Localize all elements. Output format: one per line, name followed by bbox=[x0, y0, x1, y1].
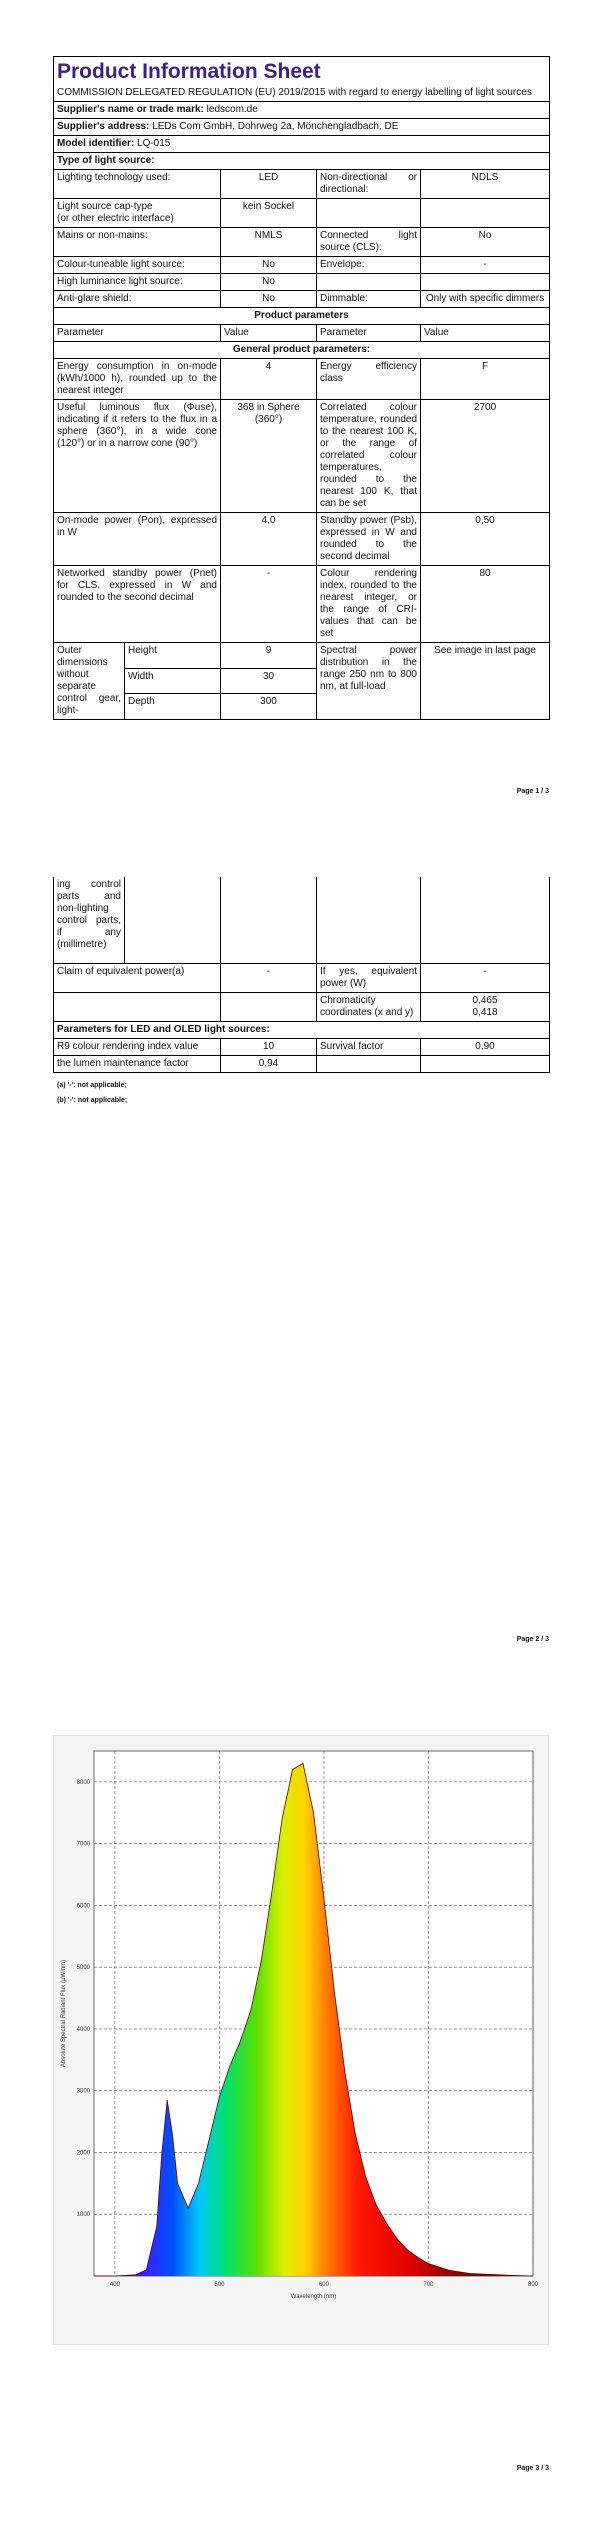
document-title: Product Information Sheet bbox=[57, 60, 321, 83]
page-number: Page 1 / 3 bbox=[516, 788, 549, 795]
model-label: Model identifier: bbox=[57, 138, 135, 149]
param-value-2: 2700 bbox=[421, 400, 550, 513]
chromaticity-value: 0,465 0,418 bbox=[421, 993, 550, 1022]
type-value-2: No bbox=[421, 228, 550, 257]
type-row bbox=[54, 199, 550, 228]
equivalent-power-claim-label: Claim of equivalent power(a) bbox=[57, 966, 185, 977]
outer-dimensions-label-continued: ing control parts and non-lighting control parts, if any (millimetre) bbox=[54, 877, 125, 964]
depth-label: Depth bbox=[125, 694, 221, 720]
type-value: No bbox=[221, 291, 317, 308]
page-2 bbox=[0, 860, 595, 1675]
param-value-2: F bbox=[421, 359, 550, 400]
footnote-b: (b) '-': not applicable; bbox=[57, 1097, 128, 1104]
param-label-2: If yes, equivalent power (W) bbox=[317, 964, 421, 993]
x-axis-label: Wavelength (nm) bbox=[290, 2294, 337, 2300]
param-label: Useful luminous flux (Φuse), indicating if it refers to the flux in a sphere (360°), in a wide cone (120°) or in a narrow cone (90°) bbox=[54, 400, 221, 513]
product-parameters-heading: Product parameters bbox=[54, 308, 550, 325]
empty-cell bbox=[221, 993, 317, 1022]
dimension-row-height bbox=[54, 643, 550, 669]
page-1 bbox=[0, 0, 595, 860]
type-value-2: NDLS bbox=[421, 170, 550, 199]
footnote-a: (a) '-': not applicable; bbox=[57, 1082, 127, 1089]
param-value: 4,0 bbox=[221, 513, 317, 566]
param-value: 368 in Sphere (360°) bbox=[221, 400, 317, 513]
type-row bbox=[54, 274, 550, 291]
param-row bbox=[54, 359, 550, 400]
type-label: Lighting technology used: bbox=[54, 170, 221, 199]
empty-cell bbox=[421, 1056, 550, 1073]
param-label: Networked standby power (Pnet) for CLS, expressed in W and rounded to the second decimal bbox=[54, 566, 221, 643]
depth-value: 300 bbox=[221, 694, 317, 720]
height-value: 9 bbox=[221, 643, 317, 669]
y-tick-label: 1000 bbox=[76, 2212, 90, 2219]
y-tick-label: 2000 bbox=[76, 2150, 90, 2157]
info-table-page2 bbox=[53, 877, 550, 1073]
info-table-page1 bbox=[53, 56, 550, 720]
col-value-header-2: Value bbox=[421, 325, 550, 342]
spectral-distribution-value: See image in last page bbox=[421, 643, 550, 720]
x-tick-label: 600 bbox=[318, 2282, 329, 2288]
spectral-distribution-label: Spectral power distribution in the range 250 nm to 800 nm, at full-load bbox=[317, 643, 421, 720]
type-value-2: - bbox=[421, 257, 550, 274]
led-value-2: 0,90 bbox=[421, 1039, 550, 1056]
param-row bbox=[54, 964, 550, 993]
param-label-2: Energy efficiency class bbox=[317, 359, 421, 400]
page-number: Page 3 / 3 bbox=[516, 2465, 549, 2472]
col-parameter-header: Parameter bbox=[54, 325, 221, 342]
title-block bbox=[54, 57, 550, 102]
spectral-power-chart bbox=[53, 1735, 549, 2345]
type-row bbox=[54, 291, 550, 308]
type-label-2: Envelope: bbox=[317, 257, 421, 274]
type-row bbox=[54, 170, 550, 199]
type-label-2: Non-directional or directional: bbox=[317, 170, 421, 199]
param-label: Energy consumption in on-mode (kWh/1000 h), rounded up to the nearest integer bbox=[54, 359, 221, 400]
y-tick-label: 5000 bbox=[76, 1965, 90, 1972]
param-row bbox=[54, 400, 550, 513]
y-tick-label: 8000 bbox=[76, 1779, 90, 1786]
width-value: 30 bbox=[221, 668, 317, 694]
x-tick-label: 800 bbox=[527, 2282, 539, 2288]
type-label-2: Connected light source (CLS): bbox=[317, 228, 421, 257]
regulation-text: COMMISSION DELEGATED REGULATION (EU) 2019/2015 with regard to energy labelling of light sources bbox=[57, 87, 532, 98]
col-value-header: Value bbox=[221, 325, 317, 342]
supplier-address-label: Supplier's address: bbox=[57, 121, 150, 132]
supplier-name-value: ledscom.de bbox=[206, 104, 258, 115]
width-label: Width bbox=[125, 668, 221, 694]
type-row bbox=[54, 228, 550, 257]
type-label-2 bbox=[317, 199, 421, 228]
type-value: No bbox=[221, 257, 317, 274]
type-label-2 bbox=[317, 274, 421, 291]
supplier-name-row bbox=[54, 102, 550, 119]
type-label: Light source cap-type (or other electric interface) bbox=[54, 199, 221, 228]
param-value-2: 80 bbox=[421, 566, 550, 643]
supplier-address-value: LEDs Com GmbH, Dohrweg 2a, Mönchengladbach, DE bbox=[152, 121, 399, 132]
param-label: On-mode power (Pon), expressed in W bbox=[54, 513, 221, 566]
height-label: Height bbox=[125, 643, 221, 669]
page-3 bbox=[0, 1675, 595, 2526]
type-of-light-source-heading: Type of light source: bbox=[54, 153, 550, 170]
supplier-name-label: Supplier's name or trade mark: bbox=[57, 104, 204, 115]
y-tick-label: 7000 bbox=[76, 1841, 90, 1848]
empty-cell bbox=[54, 993, 221, 1022]
param-label bbox=[54, 964, 221, 993]
led-row bbox=[54, 1039, 550, 1056]
supplier-address-row bbox=[54, 119, 550, 136]
type-label: Mains or non-mains: bbox=[54, 228, 221, 257]
type-label: High luminance light source: bbox=[54, 274, 221, 291]
type-value-2: Only with specific dimmers bbox=[421, 291, 550, 308]
general-parameters-heading: General product parameters: bbox=[54, 342, 550, 359]
type-value: LED bbox=[221, 170, 317, 199]
led-value: 10 bbox=[221, 1039, 317, 1056]
led-label: R9 colour rendering index value bbox=[54, 1039, 221, 1056]
model-value: LQ-015 bbox=[137, 138, 171, 149]
param-row bbox=[54, 513, 550, 566]
param-value-2: 0,50 bbox=[421, 513, 550, 566]
led-value: 0,94 bbox=[221, 1056, 317, 1073]
empty-cell bbox=[317, 1056, 421, 1073]
param-label-2: Colour rendering index, rounded to the nearest integer, or the range of CRI-values that can be set bbox=[317, 566, 421, 643]
param-label-2: Standby power (Psb), expressed in W and rounded to the second decimal bbox=[317, 513, 421, 566]
outer-dimensions-label: Outer dimensions without separate control gear, light- bbox=[54, 643, 125, 720]
type-value: kein Sockel bbox=[221, 199, 317, 228]
param-value: 4 bbox=[221, 359, 317, 400]
x-tick-label: 500 bbox=[214, 2282, 225, 2288]
type-label: Anti-glare shield: bbox=[54, 291, 221, 308]
x-tick-label: 700 bbox=[423, 2282, 434, 2288]
type-label-2: Dimmable: bbox=[317, 291, 421, 308]
y-tick-label: 4000 bbox=[76, 2026, 90, 2033]
type-value: No bbox=[221, 274, 317, 291]
col-parameter-header-2: Parameter bbox=[317, 325, 421, 342]
type-label: Colour-tuneable light source: bbox=[54, 257, 221, 274]
param-row bbox=[54, 993, 550, 1022]
empty-cell bbox=[125, 877, 221, 964]
param-value: - bbox=[221, 566, 317, 643]
type-value: NMLS bbox=[221, 228, 317, 257]
param-row bbox=[54, 566, 550, 643]
chromaticity-label: Chromaticity coordinates (x and y) bbox=[317, 993, 421, 1022]
param-value-2: - bbox=[421, 964, 550, 993]
x-tick-label: 400 bbox=[109, 2282, 120, 2288]
type-value-2 bbox=[421, 274, 550, 291]
type-value-2 bbox=[421, 199, 550, 228]
model-row bbox=[54, 136, 550, 153]
type-row bbox=[54, 257, 550, 274]
y-tick-label: 6000 bbox=[76, 1903, 90, 1910]
empty-cell bbox=[317, 877, 421, 964]
led-parameters-heading: Parameters for LED and OLED light sources: bbox=[54, 1022, 550, 1039]
empty-cell bbox=[421, 877, 550, 964]
column-header-row bbox=[54, 325, 550, 342]
led-label-2: Survival factor bbox=[317, 1039, 421, 1056]
y-axis-label: Absolute Spectral Radiant Flux (μW/nm) bbox=[61, 1959, 67, 2068]
led-row bbox=[54, 1056, 550, 1073]
page-number: Page 2 / 3 bbox=[516, 1636, 549, 1643]
param-label-2: Correlated colour temperature, rounded to the nearest 100 K, or the range of correlated colour temperatures, rounded to the nearest 100 K, that can be set bbox=[317, 400, 421, 513]
dimension-continuation-row bbox=[54, 877, 550, 964]
param-value: - bbox=[221, 964, 317, 993]
led-label: the lumen maintenance factor bbox=[54, 1056, 221, 1073]
empty-cell bbox=[221, 877, 317, 964]
y-tick-label: 3000 bbox=[76, 2088, 90, 2095]
